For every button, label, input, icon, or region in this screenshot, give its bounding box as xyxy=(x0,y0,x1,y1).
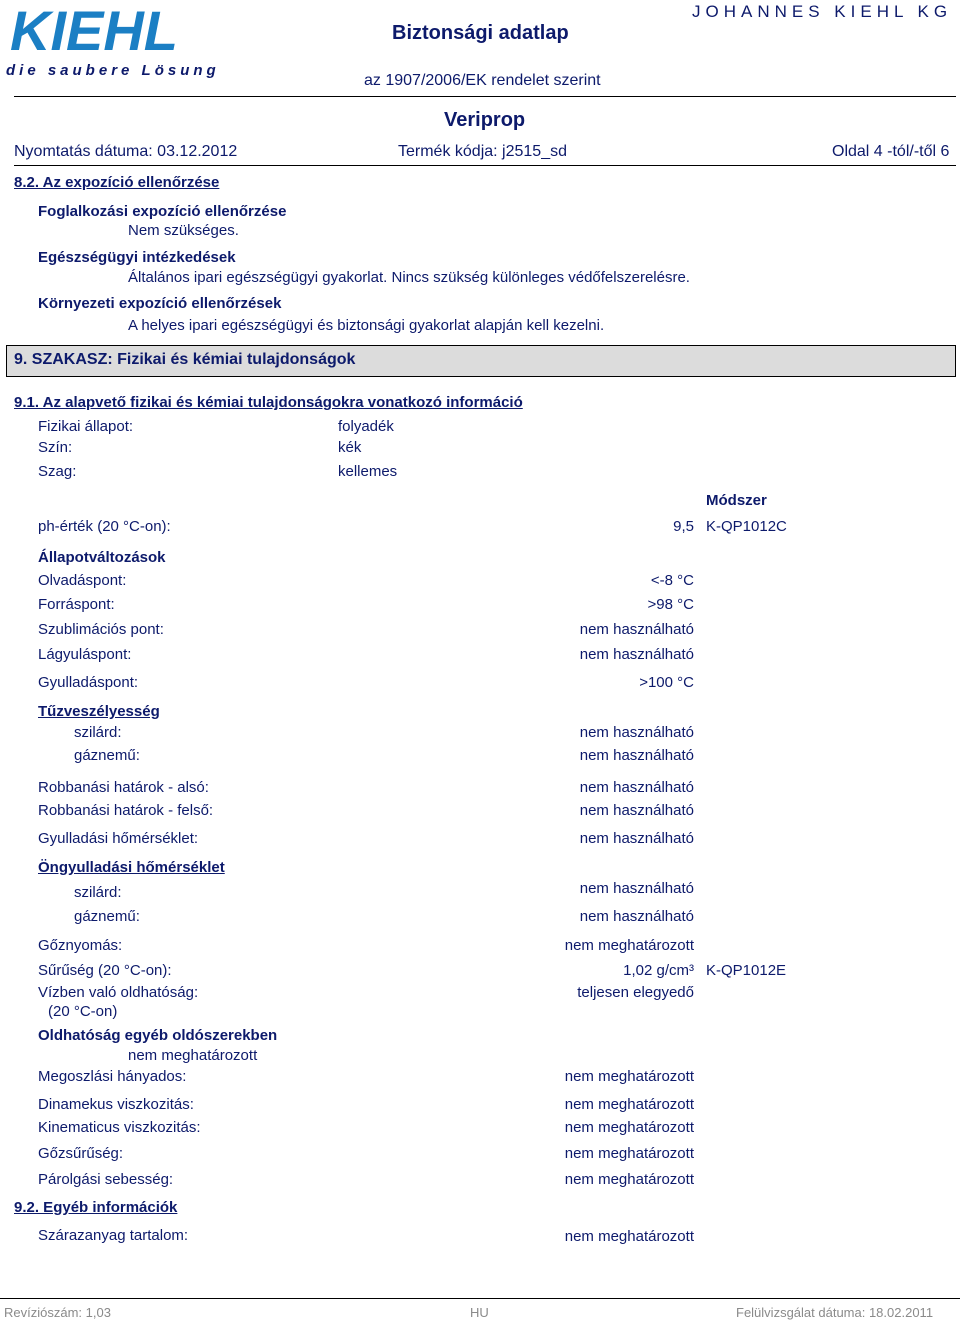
regulation: az 1907/2006/EK rendelet szerint xyxy=(364,72,601,89)
method-header: Módszer xyxy=(706,492,767,509)
section-9-2-heading: 9.2. Egyéb információk xyxy=(14,1199,178,1216)
page-number: Oldal 4 -tól/-től 6 xyxy=(832,143,950,160)
section-9-title: 9. SZAKASZ: Fizikai és kémiai tulajdonságok xyxy=(14,351,356,368)
occupational-exposure-text: Nem szükséges. xyxy=(128,222,239,239)
ph-value: 9,5 xyxy=(673,518,694,535)
partition-coefficient-label: Megoszlási hányados: xyxy=(38,1068,187,1085)
product-name: Veriprop xyxy=(444,109,526,131)
language-code: HU xyxy=(470,1305,489,1320)
autoignition-solid-label: szilárd: xyxy=(74,884,122,901)
flammability-gas-label: gáznemű: xyxy=(74,747,140,764)
header-divider-2 xyxy=(14,165,956,166)
sublimation-point-label: Szublimációs pont: xyxy=(38,621,164,638)
vapor-density-value: nem meghatározott xyxy=(564,1145,694,1162)
density-value: 1,02 g/cm³ xyxy=(623,962,694,979)
dynamic-viscosity-value: nem meghatározott xyxy=(564,1096,694,1113)
flammability-gas-value: nem használható xyxy=(579,747,694,764)
melting-point-value: <-8 °C xyxy=(650,572,694,589)
kiehl-logo-icon xyxy=(8,4,222,62)
physical-state-value: folyadék xyxy=(338,418,394,435)
company-logo xyxy=(8,4,222,62)
autoignition-gas-value: nem használható xyxy=(579,908,694,925)
odor-label: Szag: xyxy=(38,463,77,480)
environmental-exposure-text: A helyes ipari egészségügyi és biztonsági gyakorlat alapján kell kezelni. xyxy=(128,317,605,334)
section-8-2-heading: 8.2. Az expozíció ellenőrzése xyxy=(14,174,220,191)
flammability-title: Tűzveszélyesség xyxy=(38,703,160,720)
sublimation-point-value: nem használható xyxy=(579,621,694,638)
ph-label: ph-érték (20 °C-on): xyxy=(38,518,171,535)
other-solvents-title: Oldhatóság egyéb oldószerekben xyxy=(38,1027,278,1044)
autoignition-title: Öngyulladási hőmérséklet xyxy=(38,859,225,876)
explosion-lower-label: Robbanási határok - alsó: xyxy=(38,779,209,796)
density-method: K-QP1012E xyxy=(706,962,787,979)
environmental-exposure-title: Környezeti expozíció ellenőrzések xyxy=(38,295,282,312)
color-value: kék xyxy=(338,439,362,456)
odor-value: kellemes xyxy=(338,463,398,480)
vapor-pressure-label: Gőznyomás: xyxy=(38,937,123,954)
company-name: JOHANNES KIEHL KG xyxy=(692,2,953,21)
physical-state-label: Fizikai állapot: xyxy=(38,418,134,435)
water-solubility-condition: (20 °C-on) xyxy=(48,1003,118,1020)
revision-number: Revíziószám: 1,03 xyxy=(4,1305,111,1320)
softening-point-label: Lágyuláspont: xyxy=(38,646,132,663)
footer-divider xyxy=(0,1298,960,1299)
water-solubility-value: teljesen elegyedő xyxy=(577,984,694,1001)
flammability-solid-value: nem használható xyxy=(579,724,694,741)
health-measures-text: Általános ipari egészségügyi gyakorlat. Nincs szükség különleges védőfelszerelésre. xyxy=(128,269,690,286)
flash-point-value: >100 °C xyxy=(639,674,694,691)
evaporation-rate-value: nem meghatározott xyxy=(564,1171,694,1188)
ph-method: K-QP1012C xyxy=(706,518,787,535)
kinematic-viscosity-value: nem meghatározott xyxy=(564,1119,694,1136)
occupational-exposure-title: Foglalkozási expozíció ellenőrzése xyxy=(38,203,287,220)
autoignition-gas-label: gáznemű: xyxy=(74,908,140,925)
density-label: Sűrűség (20 °C-on): xyxy=(38,962,172,979)
explosion-lower-value: nem használható xyxy=(579,779,694,796)
melting-point-label: Olvadáspont: xyxy=(38,572,127,589)
other-solvents-value: nem meghatározott xyxy=(128,1047,258,1064)
ignition-temp-value: nem használható xyxy=(579,830,694,847)
dynamic-viscosity-label: Dinamekus viszkozitás: xyxy=(38,1096,194,1113)
partition-coefficient-value: nem meghatározott xyxy=(564,1068,694,1085)
logo-text: KIEHL xyxy=(10,4,178,62)
color-label: Szín: xyxy=(38,439,73,456)
flash-point-label: Gyulladáspont: xyxy=(38,674,139,691)
boiling-point-value: >98 °C xyxy=(647,596,694,613)
ignition-temp-label: Gyulladási hőmérséklet: xyxy=(38,830,199,847)
vapor-pressure-value: nem meghatározott xyxy=(564,937,694,954)
solids-content-value: nem meghatározott xyxy=(564,1228,694,1245)
flammability-solid-label: szilárd: xyxy=(74,724,122,741)
softening-point-value: nem használható xyxy=(579,646,694,663)
explosion-upper-value: nem használható xyxy=(579,802,694,819)
review-date: Felülvizsgálat dátuma: 18.02.2011 xyxy=(736,1305,934,1320)
health-measures-title: Egészségügyi intézkedések xyxy=(38,249,236,266)
kinematic-viscosity-label: Kinematicus viszkozitás: xyxy=(38,1119,201,1136)
water-solubility-label: Vízben való oldhatóság: xyxy=(38,984,199,1001)
solids-content-label: Szárazanyag tartalom: xyxy=(38,1227,189,1244)
boiling-point-label: Forráspont: xyxy=(38,596,115,613)
evaporation-rate-label: Párolgási sebesség: xyxy=(38,1171,174,1188)
autoignition-solid-value: nem használható xyxy=(579,880,694,897)
header-divider xyxy=(14,96,956,97)
product-code: Termék kódja: j2515_sd xyxy=(398,143,567,160)
logo-slogan: die saubere Lösung xyxy=(6,62,220,79)
vapor-density-label: Gőzsűrűség: xyxy=(38,1145,124,1162)
explosion-upper-label: Robbanási határok - felső: xyxy=(38,802,214,819)
section-9-1-heading: 9.1. Az alapvető fizikai és kémiai tulajdonságokra vonatkozó információ xyxy=(14,394,523,411)
doc-title: Biztonsági adatlap xyxy=(392,22,569,44)
state-changes-title: Állapotváltozások xyxy=(38,549,166,566)
print-date: Nyomtatás dátuma: 03.12.2012 xyxy=(14,143,238,160)
